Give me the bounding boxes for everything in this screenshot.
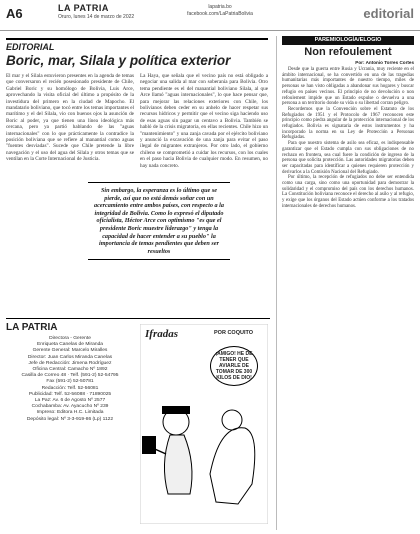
staff-line: Depósito legal: Nº 3-3-919-86 (Lp) 1122 (26, 416, 114, 422)
staff-line: Oficina Central: Camacho Nº 1892 (32, 367, 108, 373)
opinion-paragraph: Para que nuestro sistema de asilo sea eficaz, es indispensable garantizar que el Estado cumpla con sus obligaciones de no rechazo en frontera, sea cual fuere la condición de ingreso de la persona que solicita protección. Las autoridades migratorias deben ser capacitadas para identificar a quienes requieren protección y derivarlos a la Comisión Nacional del Refugiado. (282, 141, 414, 175)
opinion-section-header: PAREMIOLOGÍA/ELOGIO (282, 36, 414, 45)
staff-line: Redacción: Telf. 52-56081 (41, 385, 99, 391)
staff-line: Cochabamba: Av. Ayacucho Nº 239 (31, 404, 109, 410)
cartoon-title: Ifradas (145, 328, 179, 340)
editorial-headline: Boric, mar, Silala y política exterior (6, 53, 231, 68)
web-links (150, 4, 290, 18)
section-name: editorial (363, 6, 414, 21)
cartoon-author: POR COQUITO (214, 330, 254, 336)
staff-line: Jefe de Redacción: Jimena Rodríguez (28, 360, 112, 366)
editorial-label: EDITORIAL (6, 42, 55, 52)
page-header (0, 0, 420, 31)
issue-date: Oruro, lunes 14 de marzo de 2022 (58, 14, 135, 20)
staff-line: Director: Juan Carlos Miranda Canelas (27, 354, 113, 360)
staff-line: Directora - Gerente (49, 336, 91, 341)
editorial-column-1: El mar y el Silala estuvieron presentes en la agenda de temas que conversaron el recién posesionado presidente de Chile, Gabriel Boric y su homólogo de Bolivia, Luis Arce, aprovechando la visita oficial del último a propósito de la investidura del primero en la ciudad de Mapocho. El mandatario boliviano, que tocó entre los temas importantes el marítimo y el del Silala, vio con buenos ojos la asunción de Boric al poder, ya que tienen una línea ideológica más cercana, pero ya partió hablando de las "aguas internacionales" con lo que prácticamente la contradice la posición boliviana que se refiere al manantial como aguas "fuentes desviadas". Sucede que Chile pretende la libre navegación y el uso del agua del Silala y otros temas que se ventilan en la Corte Internacional de Justicia. (6, 73, 134, 163)
staff-line: La Paz: Av. 6 de Agosto Nº 2577 (34, 398, 106, 404)
editorial-column-2: La Haya, que señala que el vecino país no está obligado a negociar una salida al mar con soberanía para Bolivia. Otro tema pendiente es el del manantial boliviano Silala, al que Arce llamó "aguas internacionales", lo que hace pensar que, para mejorar las relaciones exteriores con Chile, los bolivianos deben ceder en su anhelo de hacer respetar sus recursos hídricos y permitir que el vecino siga haciendo uso de esas aguas sin pagar un centavo a Bolivia. También se habló de la crisis migratoria, en ellas recientes. Chile hizo un "mantenimiento" y una zanja cavada por el ejército boliviano y anunció la excavación de una zanja para evitar el paso ilegal de migrantes extranjeros. Por otro lado, el gobierno chileno se comprometió a cuidar los recursos, con los cuales en el paso hacia Bolivia de cualquier modo. En resumen, no hay nada concreto. (140, 73, 268, 169)
column-divider (276, 36, 277, 530)
staff-box (6, 336, 134, 423)
staff-rule (6, 318, 270, 319)
opinion-paragraph: Recordemos que la Convención sobre el Estatuto de los Refugiados de 1951 y el Protocolo de 1967 reconocen este principio como piedra angular de la protección internacional de los refugiados. Bolivia es signataria de estos instrumentos y ha incorporado la norma en su Ley de Protección a Personas Refugiadas. (282, 106, 414, 141)
staff-line: Enriqueta Canelas de Miranda (36, 342, 104, 348)
pull-quote: Sin embargo, la esperanza es lo último que se pierde, así que no está demás soñar con un acercamiento entre ambos países, con respecto a la integridad de Bolivia. Como lo expresó el diputado oficialista, Héctor Arce con optimismo "es que el presidente Boric muestre liderazgo" y tenga la capacidad de hacer entender a su pueblo" la importancia de temas pendientes que deben ser resueltos (88, 182, 230, 260)
opinion-paragraph: Desde que la guerra entre Rusia y Ucrania, muy reciente en el ámbito internacional, se ha convertido en una de las tragedias humanitarias más importantes de nuestro tiempo, miles de personas se han visto obligadas a abandonar sus hogares y buscar refugio en países vecinos. El principio de no devolución o non refoulement impide que un Estado expulse o devuelva a una persona a un territorio donde su vida o su libertad corran peligro. (282, 67, 414, 107)
editorial-rule (6, 38, 268, 40)
speech-bubble: ¡AMIGO! HE DE TENER QUE AVIARLE DE TOMAR DE 300 KILOS DE DIO! (210, 346, 258, 386)
page-number: A6 (6, 6, 23, 21)
facebook-link[interactable]: facebook.com/LaPatriaBolivia (187, 11, 253, 17)
staff-box-title: LA PATRIA (6, 322, 58, 333)
web-link[interactable]: lapatria.bo (208, 4, 232, 10)
opinion-author: Por: Antonio Torres Cortes (355, 60, 414, 65)
staff-line: Gerente General: Marcelo Miralles (32, 348, 108, 354)
opinion-paragraph: Por último, la recepción de refugiados no debe ser entendida como una carga, sino como una oportunidad para demostrar la solidaridad y el compromiso del país con los derechos humanos. La Constitución boliviana reconoce el derecho al asilo y al refugio, y exige que los órganos del Estado actúen conforme a los tratados internacionales de derechos humanos. (282, 175, 414, 209)
staff-line: Casilla de Correo 48 · Telf. (591-2) 52-54795 (21, 373, 119, 379)
opinion-title: Non refoulement (304, 46, 392, 58)
staff-line: Impreso: Editora H.C. Limitada (36, 410, 104, 416)
opinion-body (282, 67, 414, 210)
staff-line: Fax (591-2) 52-50781 (46, 379, 94, 385)
masthead: LA PATRIA (58, 3, 109, 13)
staff-line: Publicidad: Telf. 52-56088 · 71890025 (28, 391, 112, 397)
